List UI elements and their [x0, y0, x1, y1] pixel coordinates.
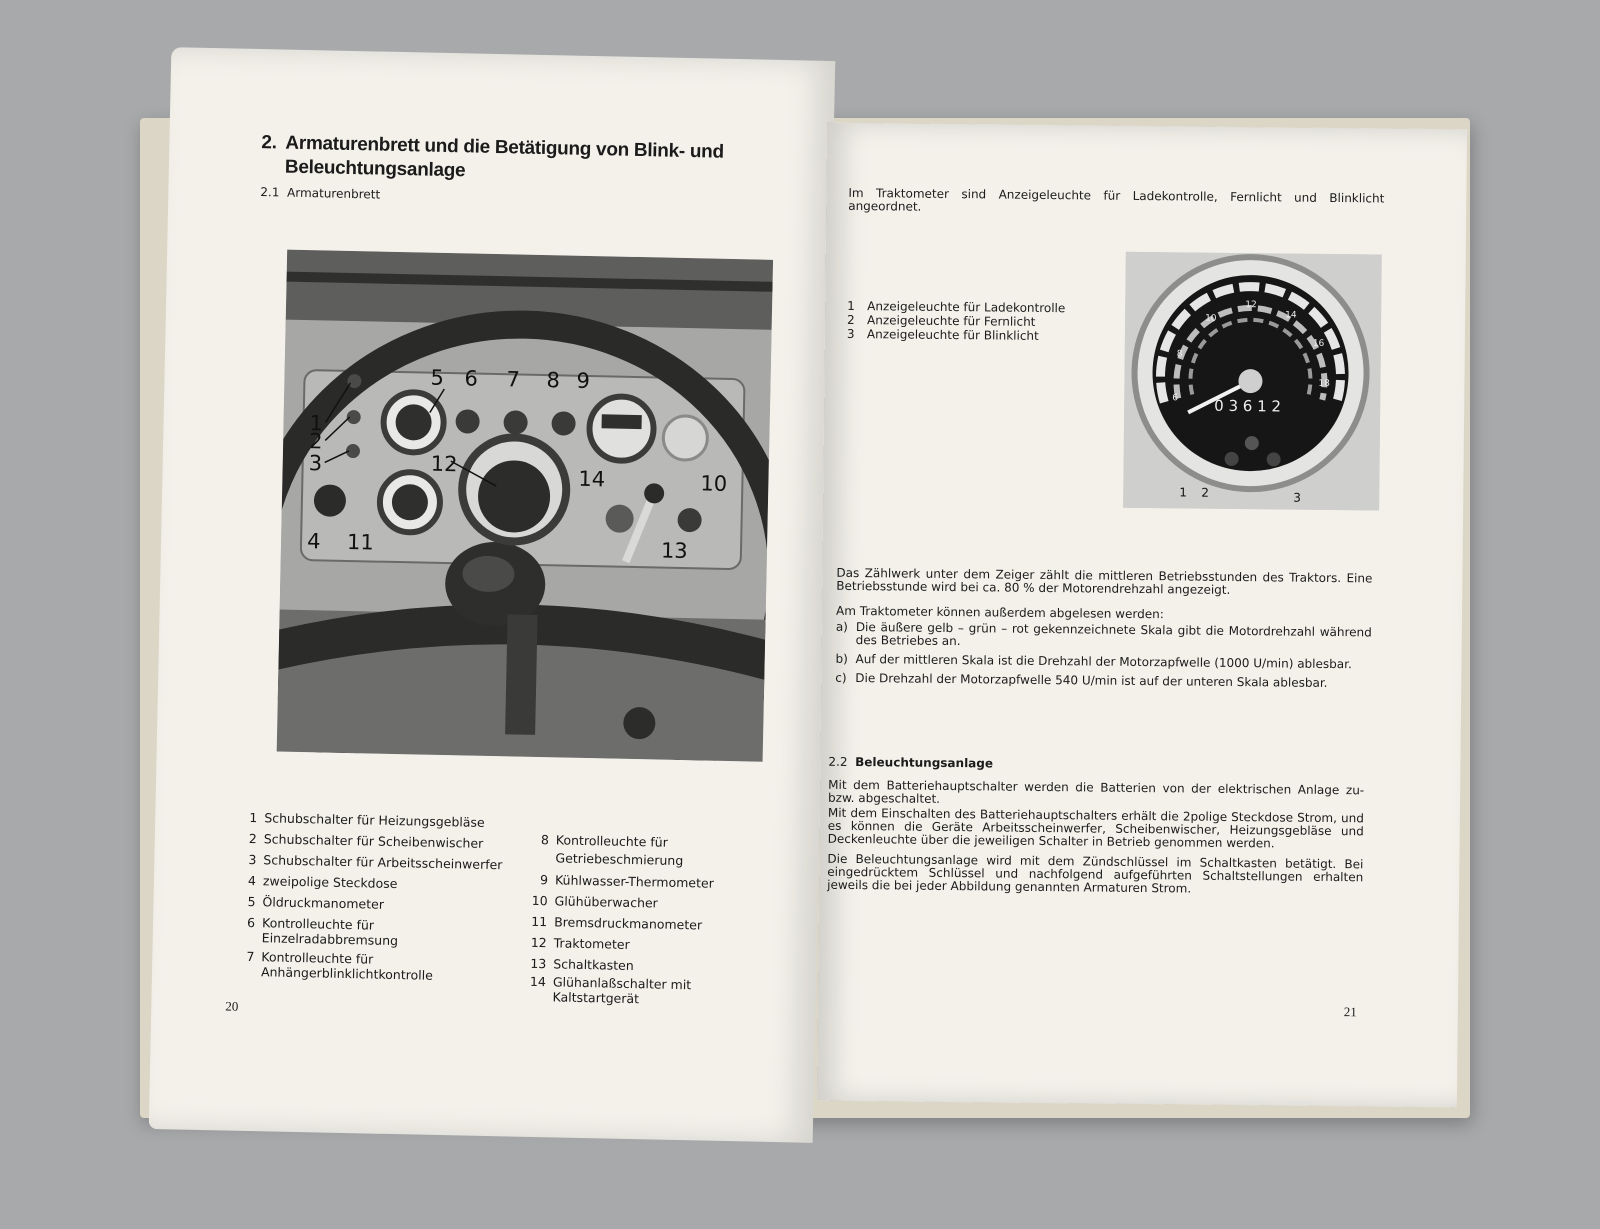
callout-4: 4: [306, 529, 321, 554]
callout-9: 9: [576, 368, 591, 394]
scale-8: 8: [1176, 349, 1183, 360]
counter-paragraph: Das Zählwerk unter dem Zeiger zählt die mittleren Betriebsstunden des Traktors. Eine Betriebsstunde wird bei ca. 80 % der Motorendrehzahl angezeigt.: [836, 565, 1373, 597]
legend-item: 12 Traktometer: [530, 934, 630, 952]
legend-right: [523, 831, 747, 1009]
page-number-left: 20: [225, 998, 239, 1014]
traktometer-illustration: [1123, 252, 1382, 511]
callout-7: 7: [506, 367, 521, 392]
traktometer-intro: Im Traktometer sind Anzeigeleuchte für Ladekontrolle, Fernlicht und Blinklicht angeordnet.: [848, 185, 1385, 214]
callout-13: 13: [660, 538, 688, 564]
read-list: [835, 621, 1372, 691]
dashboard-photo: [277, 250, 773, 762]
callout-3: 3: [308, 451, 323, 476]
list-item: 2 Anzeigeleuchte für Fernlicht: [847, 312, 1036, 329]
page-number-right: 21: [1343, 1004, 1357, 1020]
legend-item: 3 Schubschalter für Arbeitsscheinwerfer: [248, 851, 503, 873]
legend-left: [232, 807, 506, 985]
callout-10: 10: [700, 471, 728, 496]
callout-1: 1: [309, 411, 324, 436]
subsection-heading: 2.1 Armaturenbrett: [260, 185, 381, 202]
legend-item: 6 Kontrolleuchte für Einzelradabbremsung: [246, 914, 399, 949]
legend-item: 13 Schaltkasten: [530, 955, 634, 974]
callout-8: 8: [546, 368, 561, 393]
callout-11: 11: [346, 529, 375, 555]
scale-12: 12: [1245, 300, 1257, 311]
scale-16: 16: [1312, 338, 1325, 349]
title-line-1: Armaturenbrett und die Betätigung von Blink- und: [285, 132, 724, 163]
section-paragraph-3: Die Beleuchtungsanlage wird mit dem Zündschlüssel im Schaltkasten betätigt. Bei eingedrücktem Schlüssel und nachfolgend aufgeführten Schaltstellungen erhalten jeweils die bei jeder Abbildung genannten Armaturen Strom.: [827, 851, 1364, 896]
callout-14: 14: [578, 466, 606, 492]
dashboard-illustration: [277, 250, 773, 762]
scale-18: 18: [1318, 378, 1330, 389]
legend-item: 11 Bremsdruckmanometer: [531, 913, 703, 933]
traktometer-photo: [1123, 252, 1382, 511]
callout-5: 5: [430, 365, 445, 390]
scale-6: 6: [1172, 393, 1179, 404]
scale-14: 14: [1285, 310, 1297, 321]
gauge-callout-2: 2: [1201, 485, 1209, 500]
legend-item: 14 Glühanlaßschalter mit Kaltstartgerät: [529, 973, 692, 1007]
callout-6: 6: [464, 366, 479, 391]
gauge-callout-1: 1: [1179, 485, 1187, 500]
section-paragraph-2: Mit dem Einschalten des Batteriehauptschalters erhält die 2polige Steckdose Strom, und es können die Geräte Arbeitsscheinwerfer, Scheibenwischer, Heizungsgebläse und Deckenleuchte über die jeweiligen Schalter in Betrieb genommen werden.: [827, 805, 1364, 851]
callout-2: 2: [308, 429, 323, 454]
read-intro: Am Traktometer können außerdem abgelesen werden:: [835, 603, 1164, 622]
left-page: [149, 47, 836, 1143]
callout-12: 12: [430, 451, 458, 477]
legend-item: 1 Schubschalter für Heizungsgebläse: [249, 809, 485, 830]
list-item: c) Die Drehzahl der Motorzapfwelle 540 U/min ist auf der unteren Skala ablesbar.: [835, 670, 1328, 690]
list-item: a) Die äußere gelb – grün – rot gekennzeichnete Skala gibt die Motordrehzahl während des Betriebes an.: [835, 619, 1372, 649]
list-item: 3 Anzeigeleuchte für Blinklicht: [846, 326, 1039, 343]
legend-item: 4 zweipolige Steckdose: [247, 872, 398, 892]
gauge-callout-3: 3: [1293, 490, 1301, 505]
legend-item: 9 Kühlwasser-Thermometer: [539, 872, 714, 891]
legend-item: 5 Öldruckmanometer: [247, 893, 385, 912]
chapter-title: 2. Armaturenbrett und die Betätigung von Blink- und Beleuchtungsanlage: [261, 131, 782, 190]
legend-item: 10 Glühüberwacher: [531, 892, 658, 911]
legend-item: 7 Kontrolleuchte für Anhängerblinklichtkontrolle: [246, 948, 434, 983]
indicator-list: [847, 299, 1066, 343]
section-paragraph-1: Mit dem Batteriehauptschalter werden die Batterien von der elektrischen Anlage zu- bzw. abgeschaltet.: [827, 777, 1365, 806]
hour-counter: 0 3 6 1 2: [1214, 396, 1282, 416]
right-page: [817, 123, 1467, 1108]
list-item: b) Auf der mittleren Skala ist die Drehzahl der Motorzapfwelle (1000 U/min) ablesbar.: [835, 651, 1352, 672]
section-heading: 2.2 Beleuchtungsanlage: [828, 754, 994, 771]
list-item: 1 Anzeigeleuchte für Ladekontrolle: [847, 298, 1066, 316]
title-line-2: Beleuchtungsanlage: [284, 156, 466, 182]
scale-10: 10: [1205, 313, 1217, 324]
legend-item: 2 Schubschalter für Scheibenwischer: [248, 830, 484, 851]
legend-item: 8 Kontrolleuchte für Getriebeschmierung: [540, 832, 684, 869]
